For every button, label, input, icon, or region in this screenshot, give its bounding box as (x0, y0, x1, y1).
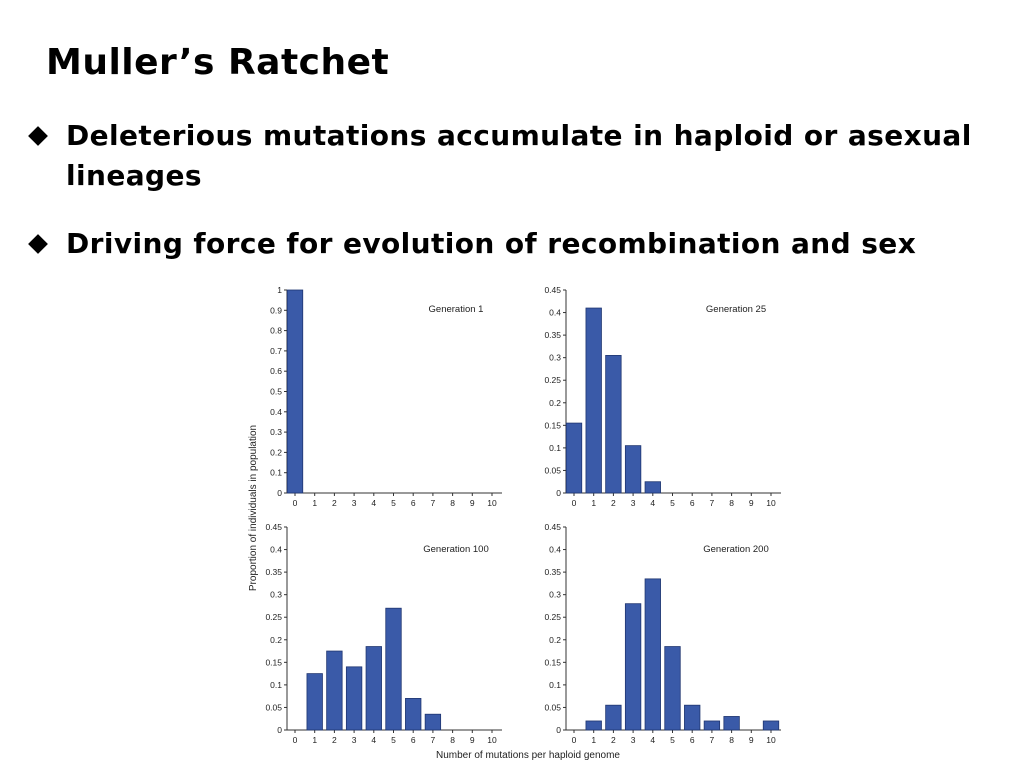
bar (566, 423, 582, 493)
x-tick-label: 4 (650, 498, 656, 508)
y-tick-label: 0 (277, 725, 282, 735)
y-tick-label: 0.4 (549, 544, 561, 555)
x-tick-label: 5 (391, 735, 396, 745)
x-tick-label: 5 (391, 498, 396, 508)
x-tick-label: 2 (332, 735, 337, 745)
x-tick-label: 3 (630, 735, 636, 745)
x-tick-label: 7 (430, 498, 436, 508)
x-tick-label: 10 (766, 498, 776, 508)
chart-panel (544, 285, 781, 508)
bar (684, 705, 700, 730)
x-tick-label: 3 (630, 498, 636, 508)
bar (366, 647, 382, 730)
x-tick-label: 7 (709, 498, 715, 508)
y-tick-label: 0.4 (270, 406, 282, 417)
x-tick-label: 2 (611, 735, 616, 745)
bar (625, 446, 641, 493)
bar (704, 721, 720, 730)
chart-title: Generation 200 (703, 544, 769, 555)
x-tick-label: 8 (729, 735, 734, 745)
slide-title: Muller’s Ratchet (46, 42, 390, 83)
bar (307, 674, 323, 730)
bar (327, 651, 343, 730)
y-tick-label: 0.35 (544, 330, 561, 341)
bar (425, 714, 441, 730)
x-tick-label: 4 (371, 735, 377, 745)
chart-panel (270, 285, 502, 508)
y-tick-label: 0.3 (549, 589, 561, 600)
x-tick-label: 6 (410, 735, 416, 745)
chart-panel (265, 522, 502, 745)
y-tick-label: 0.3 (270, 427, 282, 438)
x-tick-label: 4 (371, 498, 377, 508)
y-tick-label: 0.45 (265, 522, 282, 532)
bar (586, 308, 602, 493)
x-tick-label: 7 (430, 735, 436, 745)
bullet-text: Driving force for evolution of recombination and sex (66, 227, 917, 260)
chart-title: Generation 25 (705, 304, 767, 315)
bar (586, 721, 602, 730)
x-tick-label: 3 (351, 735, 357, 745)
y-tick-label: 0.8 (270, 325, 282, 336)
x-tick-label: 0 (571, 735, 577, 745)
bar (645, 579, 661, 730)
x-tick-label: 4 (650, 735, 656, 745)
bar (405, 698, 421, 730)
y-tick-label: 0.3 (549, 352, 561, 363)
bar (724, 716, 740, 730)
y-tick-label: 0.15 (544, 420, 561, 431)
y-tick-label: 0.2 (549, 634, 561, 645)
y-tick-label: 0.5 (270, 386, 282, 397)
y-tick-label: 0.25 (265, 612, 282, 623)
bar (287, 290, 303, 493)
y-tick-label: 0.05 (544, 465, 561, 476)
y-tick-label: 0 (556, 725, 561, 735)
bar (625, 604, 641, 730)
x-tick-label: 1 (312, 735, 318, 745)
x-tick-label: 5 (670, 735, 675, 745)
bullet-text: Deleterious mutations accumulate in haploid or asexual lineages (66, 119, 972, 192)
y-tick-label: 0.45 (544, 522, 561, 532)
bar (645, 482, 661, 493)
chart-panel (544, 522, 781, 745)
x-tick-label: 9 (748, 735, 754, 745)
y-tick-label: 0.35 (265, 567, 282, 578)
x-tick-label: 8 (729, 498, 734, 508)
y-tick-label: 0 (556, 488, 561, 498)
y-tick-label: 1 (277, 285, 282, 295)
y-tick-label: 0.1 (549, 442, 561, 453)
x-tick-label: 9 (748, 498, 754, 508)
y-tick-label: 0.35 (544, 567, 561, 578)
bar (346, 667, 362, 730)
x-tick-label: 0 (292, 735, 298, 745)
x-tick-label: 9 (469, 735, 475, 745)
y-tick-label: 0.9 (270, 305, 282, 316)
y-axis-label: Proportion of individuals in population (248, 424, 259, 592)
y-tick-label: 0.45 (544, 285, 561, 295)
x-tick-label: 0 (571, 498, 577, 508)
y-tick-label: 0.6 (270, 366, 282, 377)
y-tick-label: 0.1 (549, 679, 561, 690)
bar (763, 721, 779, 730)
y-tick-label: 0.1 (270, 679, 282, 690)
x-tick-label: 6 (689, 498, 695, 508)
x-tick-label: 8 (450, 498, 455, 508)
bar (386, 608, 402, 730)
x-tick-label: 10 (766, 735, 776, 745)
x-tick-label: 2 (611, 498, 616, 508)
y-tick-label: 0.4 (549, 307, 561, 318)
y-tick-label: 0.4 (270, 544, 282, 555)
y-tick-label: 0.25 (544, 375, 561, 386)
y-tick-label: 0.3 (270, 589, 282, 600)
x-tick-label: 7 (709, 735, 715, 745)
x-axis-label: Number of mutations per haploid genome (436, 750, 620, 761)
bar (606, 355, 622, 493)
x-tick-label: 1 (312, 498, 318, 508)
x-tick-label: 6 (689, 735, 695, 745)
x-tick-label: 3 (351, 498, 357, 508)
x-tick-label: 2 (332, 498, 337, 508)
bar (606, 705, 622, 730)
y-tick-label: 0.2 (549, 397, 561, 408)
chart-title: Generation 100 (423, 544, 489, 555)
x-tick-label: 6 (410, 498, 416, 508)
y-tick-label: 0.15 (544, 657, 561, 668)
x-tick-label: 9 (469, 498, 475, 508)
x-tick-label: 1 (591, 735, 597, 745)
y-tick-label: 0.2 (270, 447, 282, 458)
x-tick-label: 10 (487, 735, 497, 745)
y-tick-label: 0.2 (270, 634, 282, 645)
x-tick-label: 10 (487, 498, 497, 508)
y-tick-label: 0 (277, 488, 282, 498)
bar (665, 647, 681, 730)
y-tick-label: 0.1 (270, 467, 282, 478)
y-tick-label: 0.15 (265, 657, 282, 668)
x-tick-label: 8 (450, 735, 455, 745)
x-tick-label: 0 (292, 498, 298, 508)
chart-title: Generation 1 (428, 304, 484, 315)
y-tick-label: 0.25 (544, 612, 561, 623)
y-tick-label: 0.7 (270, 345, 282, 356)
y-tick-label: 0.05 (544, 702, 561, 713)
x-tick-label: 5 (670, 498, 675, 508)
x-tick-label: 1 (591, 498, 597, 508)
y-tick-label: 0.05 (265, 702, 282, 713)
